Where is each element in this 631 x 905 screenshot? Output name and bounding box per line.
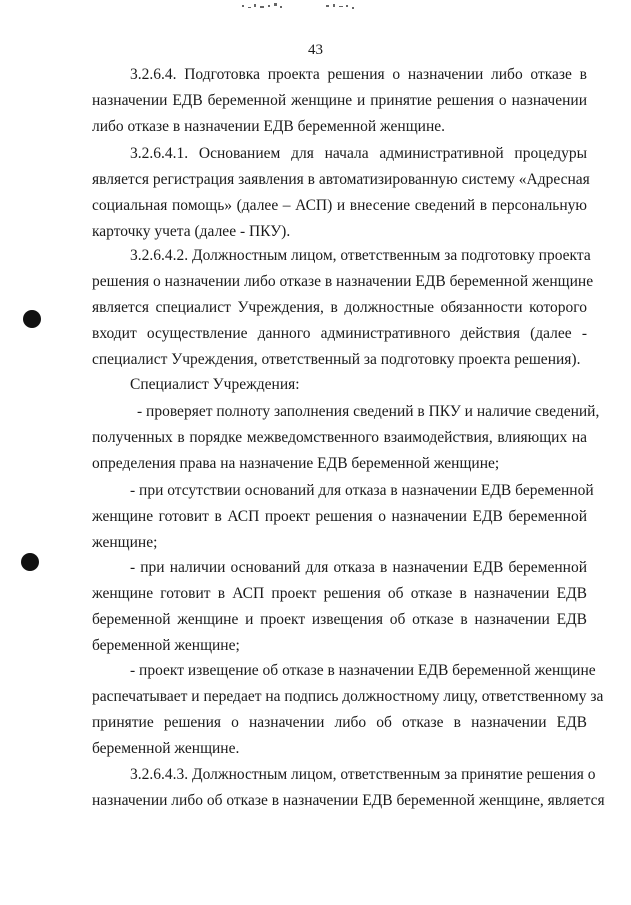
text-line: полученных в порядке межведомственного взаимодействия, влияющих на: [92, 429, 587, 446]
text-line: принятие решения о назначении либо об отказе в назначении ЕДВ: [92, 714, 587, 731]
bullet-item: [92, 658, 604, 762]
text-line: - проект извещение об отказе в назначении ЕДВ беременной женщине: [130, 662, 596, 679]
text-line: является специалист Учреждения, в должностные обязанности которого: [92, 299, 587, 316]
text-line: социальная помощь» (далее – АСП) и внесение сведений в персональную: [92, 197, 587, 214]
text-line: беременной женщине.: [92, 740, 240, 757]
punch-hole: [23, 310, 41, 328]
text-line: - при наличии оснований для отказа в назначении ЕДВ беременной: [130, 559, 587, 576]
paragraph-3-2-6-4: [92, 62, 587, 140]
text-line: 3.2.6.4.3. Должностным лицом, ответственным за принятие решения о: [130, 766, 596, 783]
text-line: назначении либо об отказе в назначении ЕДВ беременной женщине, является: [92, 792, 605, 809]
text-line: карточку учета (далее - ПКУ).: [92, 223, 291, 240]
text-line: женщине готовит в АСП проект решения о назначении ЕДВ беременной: [92, 508, 587, 525]
text-line: входит осуществление данного административного действия (далее -: [92, 325, 587, 342]
text-line: Специалист Учреждения:: [130, 376, 300, 393]
text-line: назначении ЕДВ беременной женщине и принятие решения о назначении: [92, 92, 587, 109]
text-line: беременной женщине и проект извещения об отказе в назначении ЕДВ: [92, 611, 587, 628]
text-line: распечатывает и передает на подпись должностному лицу, ответственному за: [92, 688, 604, 705]
text-line: специалист Учреждения, ответственный за подготовку проекта решения).: [92, 351, 581, 368]
scan-artifact: [230, 2, 370, 12]
text-line: является регистрация заявления в автоматизированную систему «Адресная: [92, 171, 590, 188]
text-line: 3.2.6.4. Подготовка проекта решения о назначении либо отказе в: [130, 66, 587, 83]
text-line: - при отсутствии оснований для отказа в назначении ЕДВ беременной: [130, 482, 594, 499]
bullet-item: [92, 555, 587, 659]
page-number: 43: [308, 42, 323, 58]
paragraph-3-2-6-4-2: [92, 243, 594, 373]
text-line: 3.2.6.4.1. Основанием для начала административной процедуры: [130, 145, 587, 162]
paragraph-specialist: [92, 372, 587, 398]
paragraph-3-2-6-4-1: [92, 141, 590, 245]
paragraph-3-2-6-4-3: [92, 762, 605, 814]
text-line: - проверяет полноту заполнения сведений в ПКУ и наличие сведений,: [137, 403, 600, 420]
bullet-item: [92, 478, 594, 556]
text-line: женщине готовит в АСП проект решения об отказе в назначении ЕДВ: [92, 585, 587, 602]
bullet-item: [92, 399, 600, 477]
text-line: либо отказе в назначении ЕДВ беременной женщине.: [92, 118, 445, 135]
text-line: определения права на назначение ЕДВ беременной женщине;: [92, 455, 500, 472]
text-line: женщине;: [92, 534, 158, 551]
text-line: решения о назначении либо отказе в назначении ЕДВ беременной женщине: [92, 273, 594, 290]
text-line: 3.2.6.4.2. Должностным лицом, ответственным за подготовку проекта: [130, 247, 591, 264]
punch-hole: [21, 553, 39, 571]
text-line: беременной женщине;: [92, 637, 240, 654]
